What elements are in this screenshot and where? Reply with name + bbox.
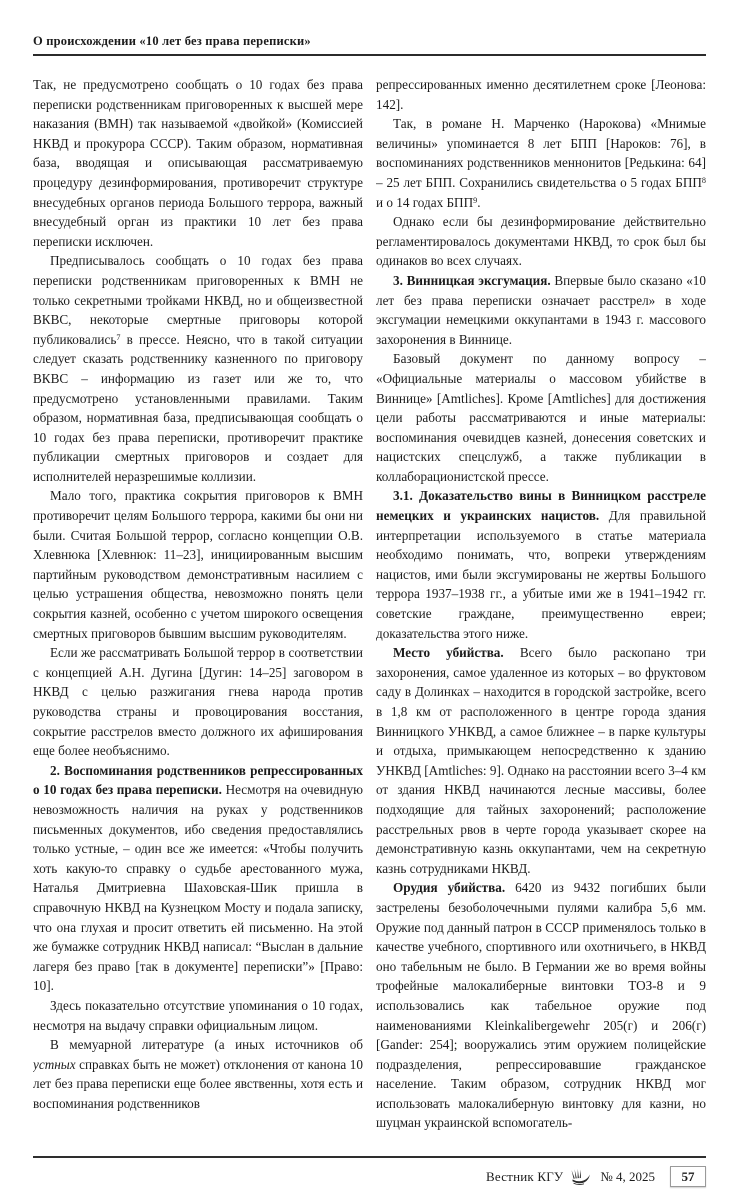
text-run: Здесь показательно отсутствие упоминания о 10 годах, несмотря на выдачу справки официальным лицом.	[33, 997, 363, 1033]
text-run: Несмотря на очевидную невозможность наличия на руках у родственников письменных документов, ибо сведения предоставлялись только устные, – один все же имеется: «Чтобы получить хоть какую-то справку о судьбе арестованного мужа, Наталья Дмитриевна Шаховская-Шик пришла в справочную НКВД на Кузнецком Мосту и подала записку, что она глухая и просит ответить ей письменно. На этой же бумажке сотрудник НКВД написал: “Выслан в дальние лагеря без право [так в документе] переписки”» [Право: 10].	[33, 782, 363, 994]
paragraph	[376, 212, 706, 271]
text-run: и о 14 годах БПП	[376, 194, 474, 210]
running-title: О происхождении «10 лет без права переписки»	[33, 34, 311, 48]
page-number: 57	[681, 1168, 695, 1184]
paragraph	[376, 878, 706, 1133]
page-footer	[33, 1156, 706, 1187]
text-run: 3. Винницкая эксгумация.	[393, 272, 555, 288]
footnote-marker: 9	[473, 195, 478, 205]
text-run: 2. Воспоминания родственников репрессированных о 10 годах без права переписки.	[33, 762, 363, 798]
paragraph	[33, 761, 363, 996]
footnote-marker: 7	[116, 333, 121, 343]
swan-logo-icon	[570, 1169, 591, 1185]
text-run: Если же рассматривать Большой террор в соответствии с концепцией А.Н. Дугина [Дугин: 14–25] заговором в НКВД с целью разжигания гнева народа против руководства страны и провоцирования восстания, сокрытие расстрелов вместо должного их афиширования еще более необъяснимо.	[33, 645, 363, 759]
text-run: Однако если бы дезинформирование действительно регламентировалось документами НКВД, то срок был бы одинаков во всех случаях.	[376, 214, 706, 269]
footer-row	[33, 1166, 706, 1187]
text-run: Так, не предусмотрено сообщать о 10 годах без права переписки родственникам приговоренных к высшей мере наказания (ВМН) так называемой «двойкой» (Комиссией НКВД и прокурора СССР). Таким образом, нормативная база, вводящая и описывающая рассматриваемую процедуру дезинформирования, противоречит структуре внесудебных органов периода Большого террора, важный внесудебный орган из практики 10 лет без права переписки исключен.	[33, 77, 363, 249]
header-rule	[33, 54, 706, 56]
text-run: справках быть не может) отклонения от канона 10 лет без права переписки еще более явственны, хотя есть и воспоминания родственников	[33, 1056, 363, 1111]
footnote-marker: 8	[701, 176, 706, 186]
journal-name: Вестник КГУ	[486, 1168, 564, 1184]
paragraph	[33, 486, 363, 643]
paragraph	[33, 643, 363, 761]
left-column	[33, 75, 363, 1133]
text-run: Для правильной интерпретации используемого в статье материала необходимо понимать, что, вопреки утверждениям нацистов, ими были эксгумированы не жертвы Большого террора 1937–1938 гг., а убитые ими же в 1941–1942 гг. советские граждане, преимущественно евреи; доказательства этого ниже.	[376, 508, 706, 641]
paragraph	[33, 251, 363, 486]
article-body	[33, 75, 706, 1133]
text-run: .	[477, 194, 481, 210]
paragraph	[376, 349, 706, 486]
text-run: Так, в романе Н. Марченко (Нарокова) «Мнимые величины» упоминается 8 лет БПП [Нароков: 76], в воспоминаниях родственников меннонитов [Редькина: 64] – 25 лет БПП. Сохранились свидетельства о 5 годах БПП	[376, 116, 706, 190]
paragraph	[376, 271, 706, 349]
paragraph	[33, 1035, 363, 1113]
footer-rule	[33, 1156, 706, 1158]
paragraph	[33, 996, 363, 1035]
running-head	[33, 0, 706, 56]
text-run: репрессированных именно десятилетнем сроке [Леонова: 142].	[376, 77, 706, 112]
paragraph	[376, 486, 706, 643]
paragraph	[376, 114, 706, 212]
text-run: в прессе. Неясно, что в такой ситуации следует сказать родственнику казненного по приговору ВКВС – информацию из газет или же то, что предусмотрено установленными правилами. Таким образом, нормативная база, предписывающая сообщать о 10 годах без права переписки, противоречит практике публикации смертных приговоров и создает для исполнителей неразрешимые коллизии.	[33, 331, 363, 484]
paragraph	[376, 75, 706, 114]
text-run: В мемуарной литературе (а иных источников об	[50, 1037, 363, 1053]
text-run: Базовый документ по данному вопросу – «Официальные материалы о массовом убийстве в Виннице» [Amtliches]. Кроме [Amtliches] для достижения цели работы рассматриваются и иные материалы: воспоминания очевидцев казней, донесения советских и нацистских спецслужб, а также публикации в коллаборационистской прессе.	[376, 351, 706, 484]
paragraph	[376, 643, 706, 878]
text-run: Место убийства.	[393, 645, 520, 661]
text-run: устных	[33, 1056, 76, 1072]
page-number-badge	[670, 1166, 706, 1187]
issue-label: № 4, 2025	[600, 1168, 655, 1184]
text-run: 6420 из 9432 погибших были застрелены безоболочечными пулями калибра 5,6 мм. Оружие под данный патрон в СССР применялось только в качестве учебного, спортивного или охотничьего, в НКВД оно табельным не было. В Германии же во время войны трофейные малокалиберные винтовки ТОЗ-8 и 9 использовались как табельное оружие под наименованиями Kleinkalibergewehr 205(г) и 206(г) [Gander: 254]; вооружались этим оружием полицейские подразделения, репрессировавшие гражданское население. Таким образом, сотрудник НКВД мог использовать малокалиберную винтовку для казни, но шуцман украинской вспомогатель-	[376, 880, 706, 1131]
paragraph	[33, 75, 363, 251]
text-run: Предписывалось сообщать о 10 годах без права переписки родственникам приговоренных к ВМН не только секретными тройками НКВД, но и общеизвестной ВКВС, некоторые смертные приговоры которой публиковались	[33, 253, 363, 347]
text-run: Впервые было сказано «10 лет без права переписки означает расстрел» в ходе эксгумации немецкими оккупантами в 1943 г. массового захоронения в Виннице.	[376, 272, 706, 347]
text-run: 3.1. Доказательство вины в Винницком расстреле немецких и украинских нацистов.	[376, 488, 706, 524]
text-run: Всего было раскопано три захоронения, самое удаленное из которых – во фруктовом саду в Долинках – находится в городской застройке, всего в 1,8 км от расположенного в центре города здания Винницкого УНКВД, а самое ближнее – в парке культуры и отдыха, примыкающем непосредственно к зданию УНКВД [Amtliches: 9]. Однако на расстоянии всего 3–4 км от здания НКВД начинаются лесные массивы, более подходящие для тайных захоронений; расположение расстрельных рвов в черте города указывает скорее на демонстративную казнь оккупантами, чем на секретную казнь сотрудниками НКВД.	[376, 645, 706, 876]
text-run: Орудия убийства.	[393, 880, 516, 896]
right-column	[376, 75, 706, 1133]
text-run: Мало того, практика сокрытия приговоров к ВМН противоречит целям Большого террора, какими бы они ни были. Считая Большой террор, согласно концепции О.В. Хлевнюка [Хлевнюк: 11–23], инициированным высшим партийным руководством демонстративным насилием с целью устрашения общества, невозможно понять цели сокрытия казней, особенно с учетом широкого освещения смертных приговоров бывшим высшим руководителям.	[33, 488, 363, 641]
